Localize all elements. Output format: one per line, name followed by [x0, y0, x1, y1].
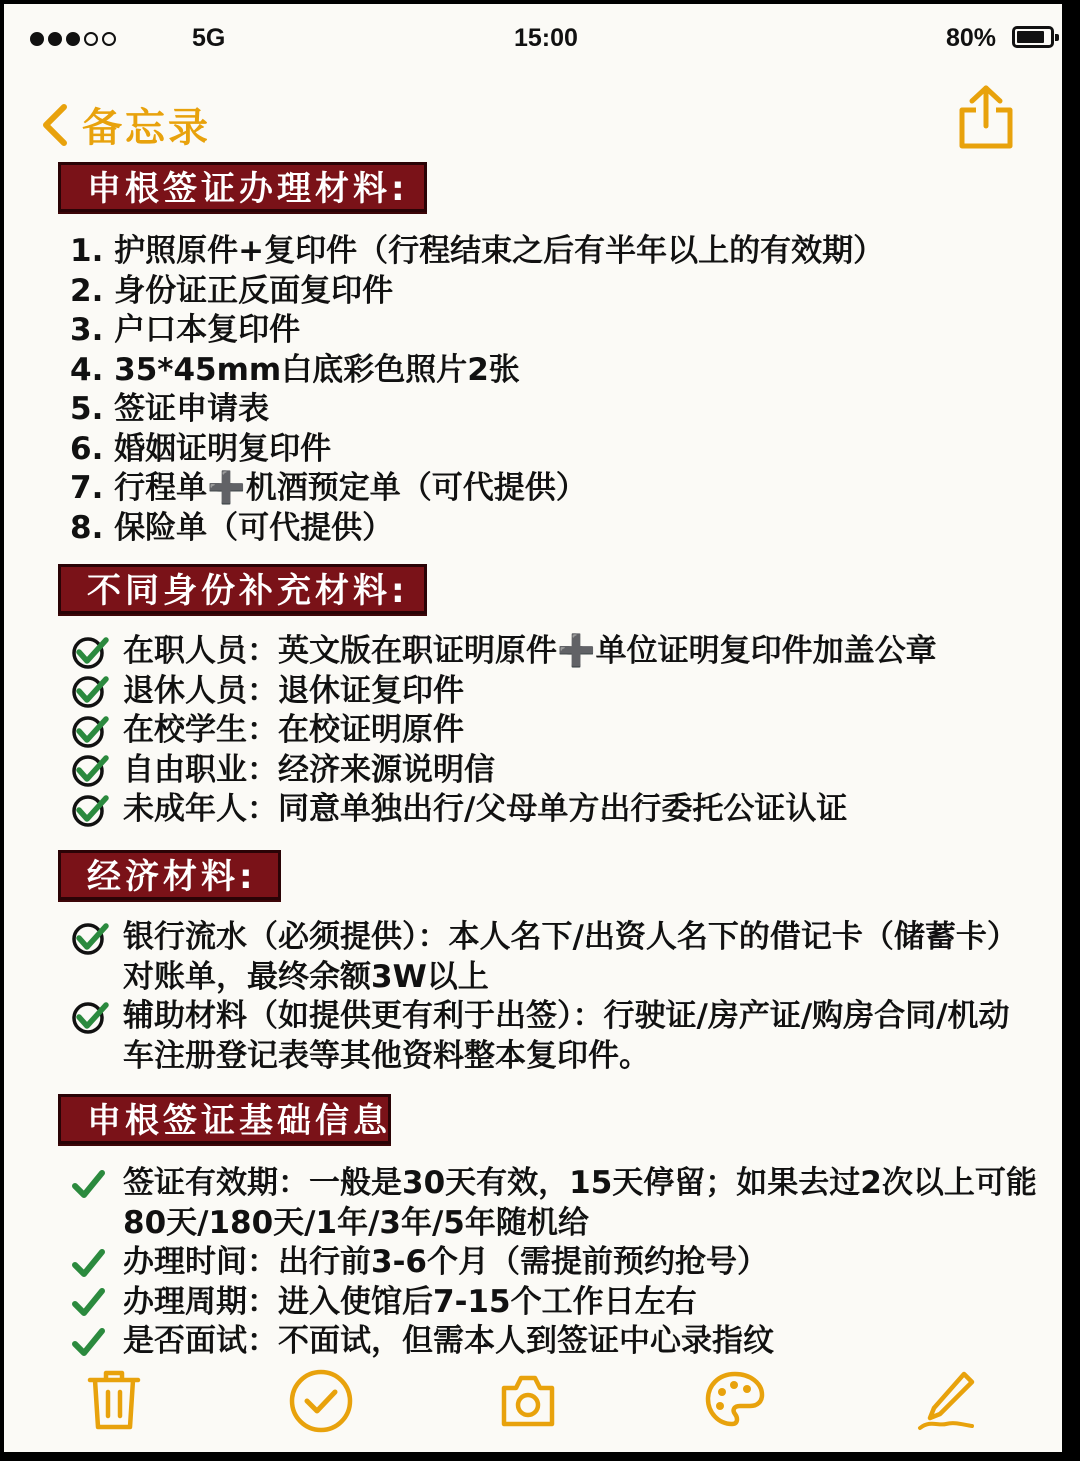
list-item: 4. 35*45mm白底彩色照片2张	[70, 351, 520, 388]
list-item: 签证有效期：一般是30天有效，15天停留；如果去过2次以上可能80天/180天/1年/3年/5年随机给	[70, 1164, 1040, 1243]
check-circle-icon	[70, 751, 114, 790]
list-item: 1. 护照原件+复印件（行程结束之后有半年以上的有效期）	[70, 233, 885, 269]
list-item: 办理时间：出行前3-6个月（需提前预约抢号）	[70, 1243, 1040, 1283]
basic-info-list	[70, 1164, 1040, 1362]
list-item: 3. 户口本复印件	[70, 312, 301, 348]
materials-list	[70, 232, 884, 548]
status-bar	[4, 22, 1062, 62]
checkmark-icon	[70, 1283, 114, 1322]
check-circle-icon	[70, 672, 114, 711]
list-item: 2. 身份证正反面复印件	[70, 272, 394, 309]
checkmark-circle-icon[interactable]	[288, 1368, 354, 1434]
check-circle-icon	[70, 632, 114, 671]
pen-icon[interactable]	[916, 1368, 976, 1432]
economic-materials-list	[70, 918, 1040, 1076]
checkmark-icon	[70, 1322, 114, 1361]
share-icon[interactable]	[954, 84, 1018, 152]
clock: 15:00	[514, 24, 578, 52]
list-item: 未成年人：同意单独出行/父母单方出行委托公证认证	[70, 790, 1040, 830]
checkmark-icon	[70, 1164, 114, 1203]
list-item: 办理周期：进入使馆后7-15个工作日左右	[70, 1283, 1040, 1323]
list-item: 自由职业：经济来源说明信	[70, 751, 1040, 791]
section-heading-visa-materials: 申根签证办理材料:	[58, 162, 427, 212]
list-item: 5. 签证申请表	[70, 391, 270, 427]
list-item: 是否面试：不面试，但需本人到签证中心录指纹	[70, 1322, 1040, 1362]
back-button[interactable]	[40, 96, 211, 153]
trash-icon[interactable]	[86, 1368, 142, 1432]
identity-materials-list	[70, 632, 1040, 830]
bottom-toolbar	[4, 1368, 1062, 1438]
section-heading-economic-materials: 经济材料:	[58, 850, 281, 900]
camera-icon[interactable]	[498, 1368, 558, 1432]
list-item: 7. 行程单➕机酒预定单（可代提供）	[70, 470, 587, 506]
check-circle-icon	[70, 918, 114, 957]
back-label: 备忘录	[82, 105, 211, 151]
list-item: 退休人员：退休证复印件	[70, 672, 1040, 712]
section-heading-basic-info: 申根签证基础信息	[58, 1094, 391, 1144]
section-heading-identity-materials: 不同身份补充材料:	[58, 564, 427, 614]
signal-strength-icon	[30, 32, 116, 46]
network-type: 5G	[192, 24, 226, 52]
battery-percentage: 80%	[946, 24, 997, 52]
palette-icon[interactable]	[704, 1368, 766, 1430]
list-item: 银行流水（必须提供）：本人名下/出资人名下的借记卡（储蓄卡）对账单，最终余额3W以上	[70, 918, 1040, 997]
list-item: 辅助材料（如提供更有利于出签）：行驶证/房产证/购房合同/机动车注册登记表等其他资料整本复印件。	[70, 997, 1040, 1076]
check-circle-icon	[70, 997, 114, 1036]
list-item: 在职人员：英文版在职证明原件➕单位证明复印件加盖公章	[70, 632, 1040, 672]
checkmark-icon	[70, 1243, 114, 1282]
notes-screen	[4, 4, 1062, 1452]
chevron-left-icon	[40, 103, 68, 147]
list-item: 6. 婚姻证明复印件	[70, 430, 332, 467]
check-circle-icon	[70, 790, 114, 829]
list-item: 8. 保险单（可代提供）	[70, 509, 394, 546]
check-circle-icon	[70, 711, 114, 750]
battery-icon	[1012, 26, 1054, 48]
navigation-bar	[4, 84, 1062, 154]
list-item: 在校学生：在校证明原件	[70, 711, 1040, 751]
